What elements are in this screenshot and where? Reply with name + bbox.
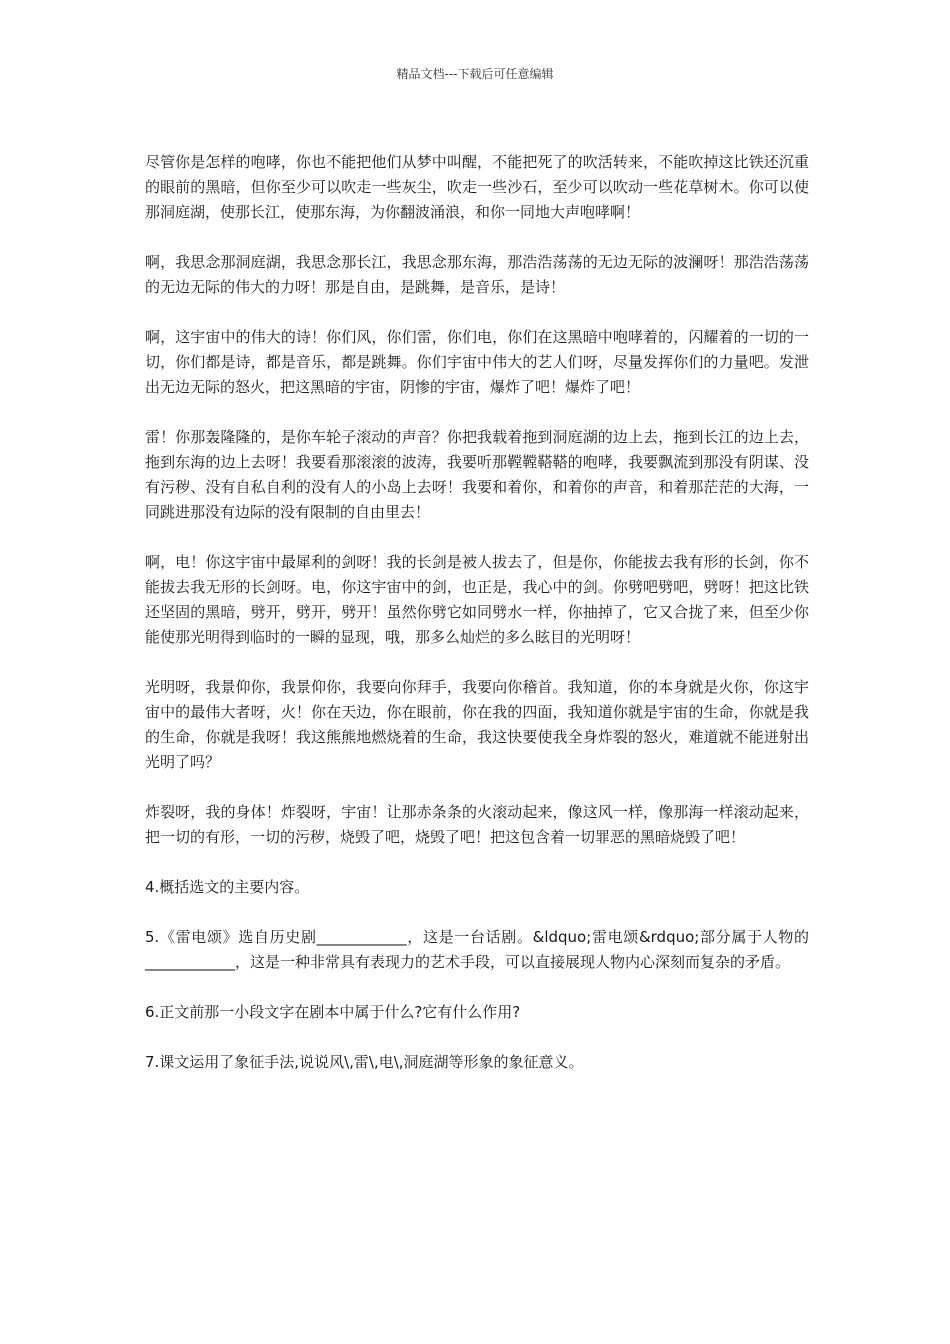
question-7: 7.课文运用了象征手法,说说风\,雷\,电\,洞庭湖等形象的象征意义。: [145, 1053, 584, 1071]
paragraph: 啊，我思念那洞庭湖，我思念那长江，我思念那东海，那浩浩荡荡的无边无际的波澜呀！那浩浩荡荡的无边无际的伟大的力呀！那是自由，是跳舞，是音乐，是诗！: [145, 253, 809, 296]
document-body: [145, 150, 809, 1100]
question-4: 4.概括选文的主要内容。: [145, 878, 310, 896]
paragraph: 啊，电！你这宇宙中最犀利的剑呀！我的长剑是被人拔去了，但是你，你能拔去我有形的长剑，你不能拔去我无形的长剑呀。电，你这宇宙中的剑，也正是，我心中的剑。你劈吧劈吧，劈呀！把这比铁还坚固的黑暗，劈开，劈开，劈开！虽然你劈它如同劈水一样，你抽掉了，它又合拢了来，但至少你能使那光明得到临时的一瞬的显现，哦，那多么灿烂的多么眩目的光明呀！: [145, 553, 809, 646]
paragraph: 尽管你是怎样的咆哮，你也不能把他们从梦中叫醒，不能把死了的吹活转来，不能吹掉这比铁还沉重的眼前的黑暗，但你至少可以吹走一些灰尘，吹走一些沙石，至少可以吹动一些花草树木。你可以使那洞庭湖，使那长江，使那东海，为你翻波涌浪，和你一同地大声咆哮啊！: [145, 153, 809, 221]
paragraph: 啊，这宇宙中的伟大的诗！你们风，你们雷，你们电，你们在这黑暗中咆哮着的，闪耀着的一切的一切，你们都是诗，都是音乐，都是跳舞。你们宇宙中伟大的艺人们呀，尽量发挥你们的力量吧。发泄出无边无际的怒火，把这黑暗的宇宙，阴惨的宇宙，爆炸了吧！爆炸了吧！: [145, 328, 809, 396]
question-5: 5.《雷电颂》选自历史剧____________，这是一台话剧。&ldquo;雷电颂&rdquo;部分属于人物的____________，这是一种非常具有表现力的艺术手段，可以直接展现人物内心深刻而复杂的矛盾。: [145, 928, 809, 971]
paragraph: 雷！你那轰隆隆的，是你车轮子滚动的声音？你把我载着拖到洞庭湖的边上去，拖到长江的边上去，拖到东海的边上去呀！我要看那滚滚的波涛，我要听那鞺鞺鞳鞳的咆哮，我要飘流到那没有阴谋、没有污秽、没有自私自利的没有人的小岛上去呀！我要和着你，和着你的声音，和着那茫茫的大海，一同跳进那没有边际的没有限制的自由里去！: [145, 428, 809, 521]
question-6: 6.正文前那一小段文字在剧本中属于什么?它有什么作用?: [145, 1003, 521, 1021]
paragraph: 炸裂呀，我的身体！炸裂呀，宇宙！让那赤条条的火滚动起来，像这风一样，像那海一样滚动起来，把一切的有形，一切的污秽，烧毁了吧，烧毁了吧！把这包含着一切罪恶的黑暗烧毁了吧！: [145, 803, 809, 846]
page-header: 精品文档---下载后可任意编辑: [396, 67, 554, 81]
paragraph: 光明呀，我景仰你，我景仰你，我要向你拜手，我要向你稽首。我知道，你的本身就是火你，你这宇宙中的最伟大者呀，火！你在天边，你在眼前，你在我的四面，我知道你就是宇宙的生命，你就是我的生命，你就是我呀！我这熊熊地燃烧着的生命，我这快要使我全身炸裂的怒火，难道就不能迸射出光明了吗？: [145, 678, 809, 771]
